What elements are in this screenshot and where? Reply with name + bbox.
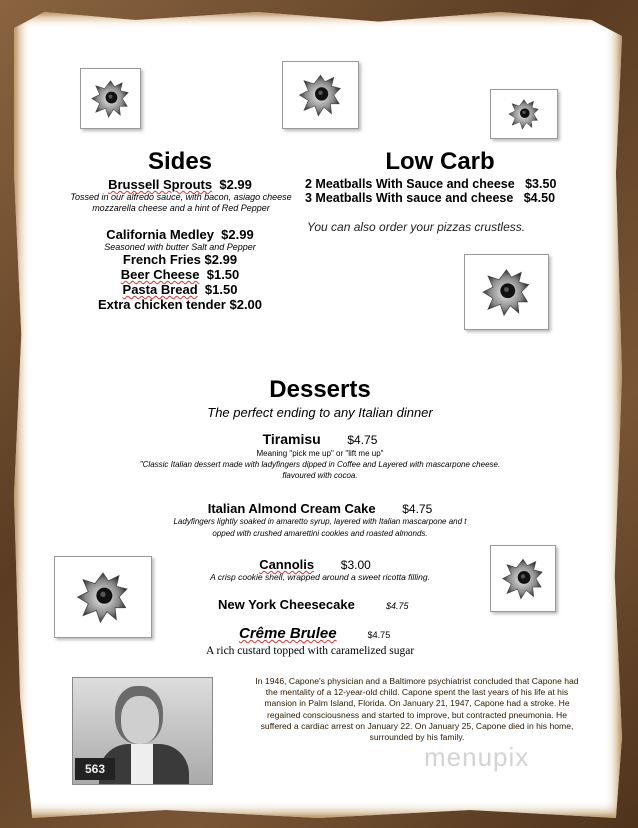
dessert-item: New York Cheesecake $4.75 — [218, 597, 409, 612]
bullet-hole-icon — [54, 556, 152, 638]
low-carb-item: 3 Meatballs With sauce and cheese $4.50 — [305, 191, 556, 205]
low-carb-item: 2 Meatballs With Sauce and cheese $3.50 — [305, 177, 557, 191]
side-desc: Tossed in our alfredo sauce, with bacon, asiago cheese mozzarella cheese and a hint of Red Pepper — [70, 192, 292, 213]
capone-history: In 1946, Capone's physician and a Baltimore psychiatrist concluded that Capone had the mentality of a 12-year-old child. Capone spent the last years of his life at his mansion in Palm Island, Florida. On January 21, 1947, Capone had a stroke. He regained consciousness and started to improve, but contracted pneumonia. He suffered a cardiac arrest on January 22. On January 25, Capone died in his home, surrounded by his family. — [255, 676, 579, 743]
bullet-hole-icon — [80, 68, 141, 129]
dessert-item: Cannolis $3.00 — [259, 557, 371, 572]
bullet-hole-icon — [490, 545, 556, 612]
side-desc: Seasoned with butter Salt and Pepper — [104, 242, 256, 252]
desserts-subtitle: The perfect ending to any Italian dinner — [207, 405, 433, 420]
dessert-item: Tiramisu $4.75 — [262, 431, 378, 447]
side-item: Brussell Sprouts $2.99 — [108, 177, 252, 192]
capone-photo — [72, 677, 213, 785]
side-item: French Fries $2.99 — [122, 252, 238, 267]
dessert-desc: A rich custard topped with caramelized sugar — [206, 645, 415, 657]
desserts-title: Desserts — [269, 376, 371, 403]
watermark: menupix — [424, 742, 530, 772]
low-carb-title: Low Carb — [385, 148, 495, 175]
side-item: Beer Cheese $1.50 — [120, 267, 240, 282]
bullet-hole-icon — [464, 254, 549, 330]
dessert-desc: "Classic Italian dessert made with ladyfingers dipped in Coffee and Layered with mascarpone cheese. — [139, 460, 501, 469]
bullet-hole-icon — [490, 89, 558, 139]
dessert-desc: flavoured with cocoa. — [282, 471, 358, 480]
dessert-desc: opped with crushed amarettini cookies and roasted almonds. — [212, 529, 428, 538]
sides-title: Sides — [147, 148, 213, 175]
dessert-desc: A crisp cookie shell, wrapped around a sweet ricotta filling. — [210, 572, 430, 582]
bullet-hole-icon — [282, 61, 359, 129]
dessert-desc: Ladyfingers lightly soaked in amaretto syrup, layered with Italian mascarpone and t — [173, 517, 467, 526]
side-item: Pasta Bread $1.50 — [122, 282, 238, 297]
dessert-item: Crême Brulee $4.75 — [239, 625, 391, 642]
side-item: California Medley $2.99 — [106, 227, 254, 242]
photo-placard: 563 — [75, 758, 115, 780]
dessert-desc: Meaning "pick me up" or "lift me up" — [256, 449, 384, 458]
dessert-item: Italian Almond Cream Cake $4.75 — [207, 501, 433, 516]
side-item: Extra chicken tender $2.00 — [97, 297, 263, 312]
low-carb-note: You can also order your pizzas crustless. — [307, 220, 526, 234]
